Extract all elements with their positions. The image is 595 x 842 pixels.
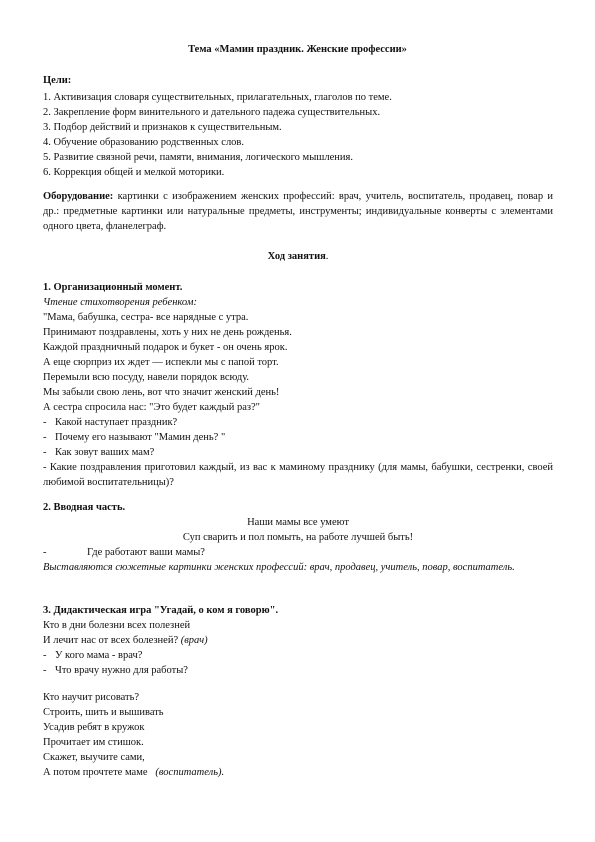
dash-marker: - [43,417,47,428]
question-item: - Как зовут ваших мам? [43,447,155,458]
riddle-answer: (врач) [180,635,208,646]
riddle-line: И лечит нас от всех болезней? (врач) [43,635,208,646]
equipment-paragraph [43,189,553,234]
goals-list [43,90,553,180]
riddle-line: Усадив ребят в кружок [43,722,145,733]
question-item: - Где работают ваши мамы? [43,547,205,558]
question-item: - Почему его называют "Мамин день? " [43,432,226,443]
course-heading [43,249,553,264]
section-2-verse [43,515,553,545]
verse-line: Наши мамы все умеют [247,517,349,528]
goals-section [43,73,553,88]
dash-marker: - [43,650,47,661]
goal-item: 6. Коррекция общей и мелкой моторики. [43,167,225,178]
poem-line: Принимают поздравлены, хоть у них не день рожденья. [43,327,292,338]
section-3 [43,603,553,678]
section-2-heading: 2. Вводная часть. [43,502,126,513]
riddle-line: Скажет, выучите сами, [43,752,145,763]
dash-marker: - [43,447,47,458]
poem-line: Перемыли всю посуду, навели порядок всюду. [43,372,250,383]
verse-line: Суп сварить и пол помыть, на работе лучшей быть! [182,532,414,543]
course-heading-text: Ход занятия [267,251,326,262]
section-2-note: Выставляются сюжетные картинки женских профессий: врач, продавец, учитель, повар, воспитатель. [43,562,515,573]
riddle-line: Строить, шить и вышивать [43,707,164,718]
course-heading-dot: . [325,251,329,262]
poem-line: Мы забыли свою лень, вот что значит женский день! [43,387,280,398]
section-2-body [43,545,553,575]
goal-item: 2. Закрепление форм винительного и дательного падежа существительных. [43,107,381,118]
goal-item: 5. Развитие связной речи, памяти, внимания, логического мышления. [43,152,353,163]
poem-line: "Мама, бабушка, сестра- все нарядные с утра. [43,312,249,323]
section-2 [43,500,553,515]
dash-marker: - [43,665,47,676]
goal-item: 3. Подбор действий и признаков к существительным. [43,122,282,133]
poem-line: Каждой праздничный подарок и букет - он очень ярок. [43,342,288,353]
section-1-heading: 1. Организационный момент. [43,282,183,293]
question-item: - Какой наступает праздник? [43,417,178,428]
section-3-heading: 3. Дидактическая игра "Угадай, о ком я говорю". [43,605,279,616]
equipment-label: Оборудование: [43,191,114,202]
poem-line: А еще сюрприз их ждет — испекли мы с папой торт. [43,357,279,368]
question-item: - Что врачу нужно для работы? [43,665,188,676]
page-title: Тема «Мамин праздник. Женские профессии» [188,44,407,55]
poem-line: А сестра спросила нас: "Это будет каждый раз?" [43,402,260,413]
riddle-answer: (воспитатель). [155,767,225,778]
long-question: - Какие поздравления приготовил каждый, из вас к маминому празднику (для мамы, бабушки, сестренки, своей любимой воспитательницы)? [43,462,553,488]
goal-item: 1. Активизация словаря существительных, прилагательных, глаголов по теме. [43,92,392,103]
riddle-line: Прочитает им стишок. [43,737,144,748]
question-item: - У кого мама - врач? [43,650,143,661]
riddle-2 [43,690,553,780]
dash-marker: - [43,432,47,443]
riddle-line: Кто научит рисовать? [43,692,140,703]
riddle-line: Кто в дни болезни всех полезней [43,620,191,631]
goals-heading: Цели: [43,75,72,86]
equipment-text: картинки с изображением женских профессий: врач, учитель, воспитатель, продавец, повар и др.: предметные картинки или натуральные предметы, инструменты; индивидуальные конверты с элементами одного цвета, фланелеграф. [43,191,553,232]
riddle-line: А потом прочтете маме (воспитатель). [43,767,225,778]
section-1-subtitle: Чтение стихотворения ребенком: [43,297,197,308]
dash-marker: - [43,547,47,558]
goal-item: 4. Обучение образованию родственных слов. [43,137,245,148]
section-1 [43,280,553,490]
